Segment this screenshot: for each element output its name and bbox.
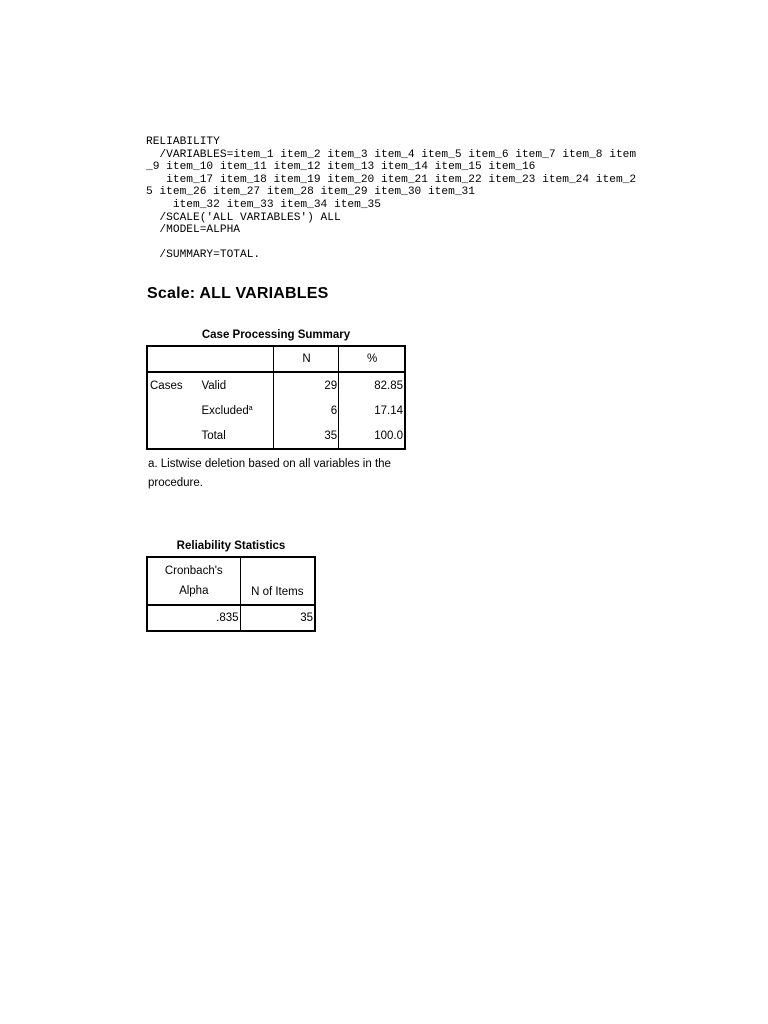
- table-header-cell: [147, 346, 199, 372]
- footnote-marker: a: [248, 404, 253, 412]
- row-label: Excluded$^a$: [199, 398, 273, 423]
- syntax-line: /SCALE('ALL VARIABLES') ALL: [146, 211, 341, 224]
- header-cronbach-alpha: Cronbach's Alpha: [147, 557, 240, 605]
- row-label: Total: [199, 423, 273, 449]
- row-percent: 82.85: [374, 379, 403, 392]
- syntax-line: item_32 item_33 item_34 item_35: [146, 198, 381, 211]
- table-row: [147, 605, 315, 631]
- syntax-block: [146, 136, 636, 261]
- reliability-table: [146, 556, 316, 632]
- syntax-line: RELIABILITY: [146, 136, 220, 148]
- syntax-line: _9 item_10 item_11 item_12 item_13 item_14 item_15 item_16: [146, 161, 536, 174]
- table-footnote: [148, 455, 408, 493]
- row-label: Valid: [199, 372, 273, 398]
- row-percent: 100.0: [374, 429, 403, 442]
- syntax-line: /VARIABLES=item_1 item_2 item_3 item_4 item_5 item_6 item_7 item_8 item: [146, 148, 637, 161]
- row-n: 29: [273, 372, 338, 398]
- syntax-gap: [146, 237, 636, 249]
- syntax-line: /SUMMARY=TOTAL.: [146, 248, 261, 261]
- table-row: [147, 398, 405, 423]
- n-items-value: 35: [300, 612, 313, 624]
- syntax-line: item_17 item_18 item_19 item_20 item_21 item_22 item_23 item_24 item_2: [146, 173, 637, 186]
- scale-title: Scale: ALL VARIABLES: [147, 285, 329, 302]
- reliability-caption: Reliability Statistics: [176, 540, 286, 552]
- syntax-line: /MODEL=ALPHA: [146, 224, 240, 237]
- table-row: [147, 372, 405, 398]
- table-header-cell: [199, 346, 273, 372]
- footnote-line: procedure.: [148, 477, 203, 489]
- alpha-value: .835: [147, 605, 240, 631]
- group-label: Cases: [150, 379, 183, 392]
- table-header-row: [147, 557, 315, 605]
- case-processing-caption: Case Processing Summary: [201, 329, 351, 341]
- syntax-line: 5 item_26 item_27 item_28 item_29 item_30 item_31: [146, 186, 475, 199]
- table-row: [147, 423, 405, 449]
- row-percent: 17.14: [374, 404, 403, 417]
- header-n: N: [273, 346, 338, 372]
- row-n: 6: [273, 398, 338, 423]
- header-percent: %: [339, 346, 405, 372]
- case-processing-table: [146, 345, 406, 450]
- row-n: 35: [273, 423, 338, 449]
- header-n-of-items: N of Items: [240, 557, 315, 605]
- footnote-line: a. Listwise deletion based on all variables in the: [148, 458, 391, 470]
- table-header-row: [147, 346, 405, 372]
